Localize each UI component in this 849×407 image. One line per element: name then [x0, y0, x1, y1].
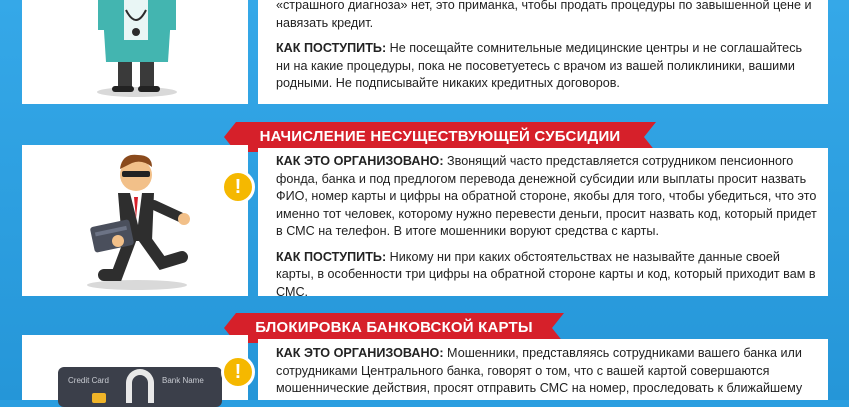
section-2-action-label: КАК ПОСТУПИТЬ:	[276, 249, 387, 264]
card-label-right: Bank Name	[162, 376, 204, 385]
warning-icon: !	[221, 355, 255, 389]
doctor-illustration	[22, 0, 248, 104]
section-3-illustration-panel	[22, 335, 248, 400]
section-3-how-label: КАК ЭТО ОРГАНИЗОВАНО:	[276, 346, 444, 360]
warning-icon: !	[221, 170, 255, 204]
section-3-how-text: Мошенники, представляясь сотрудниками вашего банка или сотрудниками Центрального банка, говорят о том, что с вашей картой совершаются мошеннические действия, просят отправить СМС на номер, проследовать к ближайшему	[276, 346, 803, 395]
thief-with-card-illustration	[22, 145, 248, 296]
section-2-illustration-panel	[22, 145, 248, 296]
section-2-title: НАЧИСЛЕНИЕ НЕСУЩЕСТВУЮЩЕЙ СУБСИДИИ	[259, 128, 621, 145]
section-2-how-label: КАК ЭТО ОРГАНИЗОВАНО:	[276, 154, 444, 168]
credit-card-image	[58, 367, 222, 407]
section-1-action-text: Не посещайте сомнительные медицинские центры и не соглашайтесь ни на какие процедуры, пока не посоветуетесь с врачом из вашей поликлиники, вашими родными. Не подписывайте никаких кредитных договоров.	[276, 41, 803, 90]
section-1-illustration-panel	[22, 0, 248, 104]
card-label-left: Credit Card	[68, 376, 109, 385]
section-1-action-label: КАК ПОСТУПИТЬ:	[276, 41, 387, 55]
section-1-line-1: «страшного диагноза» нет, это приманка, чтобы продать процедуры по завышенной цене и	[276, 0, 812, 12]
section-3-text	[276, 345, 821, 406]
section-3-title: БЛОКИРОВКА БАНКОВСКОЙ КАРТЫ	[255, 319, 533, 336]
section-2-text	[276, 153, 821, 309]
section-1-line-2: навязать кредит.	[276, 15, 374, 30]
section-2-how-text: Звонящий часто представляется сотрудником пенсионного фонда, банка и под предлогом перевода денежной субсидии или выплаты просит назвать ФИО, номер карты и цифры на обратной стороне, якобы для того, чтобы убедиться, что это именно тот человек, которому нужно перевести деньги, просит назвать код, который придет в СМС на телефон. В итоге мошенники воруют средства с карты.	[276, 154, 817, 238]
lock-icon	[126, 369, 154, 403]
section-1-text	[276, 0, 816, 101]
section-2-action-text: Никому ни при каких обстоятельствах не называйте данные своей карты, в особенности три цифры на обратной стороне карты и код, который приходит вам в СМС.	[276, 249, 816, 299]
